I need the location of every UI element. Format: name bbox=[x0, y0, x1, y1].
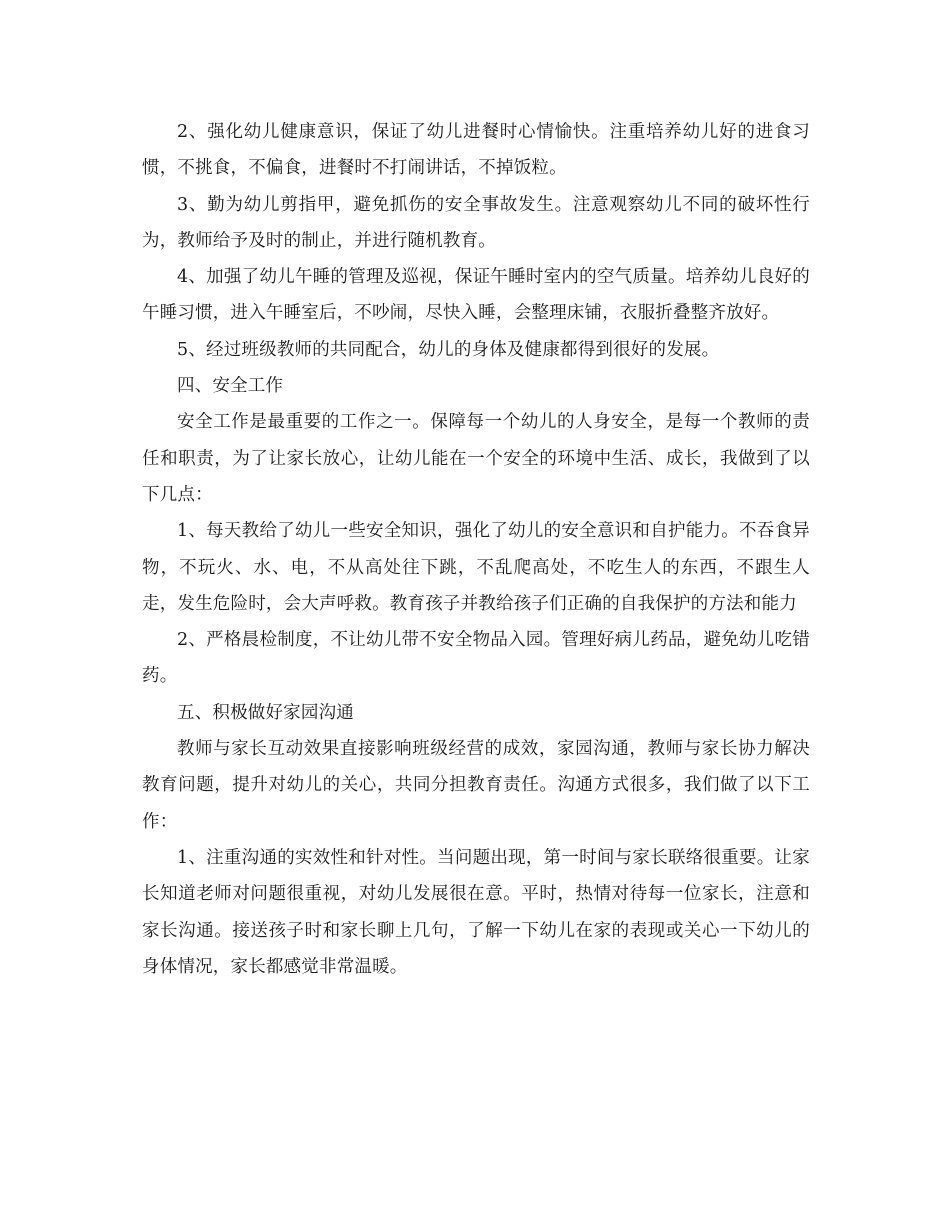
paragraph-nail-trimming: 3、勤为幼儿剪指甲，避免抓伤的安全事故发生。注意观察幼儿不同的破坏性行为，教师给予及时的制止，并进行随机教育。 bbox=[142, 194, 810, 251]
paragraph-communication: 1、注重沟通的实效性和针对性。当问题出现，第一时间与家长联络很重要。让家长知道老师对问题很重视，对幼儿发展很在意。平时，热情对待每一位家长，注意和家长沟通。接送孩子时和家长聊上几句，了解一下幼儿在家的表现或关心一下幼儿的身体情况，家长都感觉非常温暖。 bbox=[142, 847, 810, 977]
paragraph-nap-management: 4、加强了幼儿午睡的管理及巡视，保证午睡时室内的空气质量。培养幼儿良好的午睡习惯，进入午睡室后，不吵闹，尽快入睡，会整理床铺，衣服折叠整齐放好。 bbox=[142, 267, 810, 324]
paragraph-home-school-intro: 教师与家长互动效果直接影响班级经营的成效，家园沟通，教师与家长协力解决教育问题，提升对幼儿的关心，共同分担教育责任。沟通方式很多，我们做了以下工作： bbox=[142, 739, 810, 832]
paragraph-meal-habits: 2、强化幼儿健康意识，保证了幼儿进餐时心情愉快。注重培养幼儿好的进食习惯，不挑食，不偏食，进餐时不打闹讲话，不掉饭粒。 bbox=[142, 122, 810, 179]
paragraph-morning-check: 2、严格晨检制度，不让幼儿带不安全物品入园。管理好病儿药品，避免幼儿吃错药。 bbox=[142, 630, 810, 687]
section-heading-home-school: 五、积极做好家园沟通 bbox=[177, 702, 354, 723]
paragraph-safety-knowledge: 1、每天教给了幼儿一些安全知识，强化了幼儿的安全意识和自护能力。不吞食异物，不玩火、水、电，不从高处往下跳，不乱爬高处，不吃生人的东西，不跟生人走，发生危险时，会大声呼救。教育孩子并教给孩子们正确的自我保护的方法和能力 bbox=[142, 521, 810, 614]
document-body bbox=[142, 114, 810, 985]
paragraph-safety-intro: 安全工作是最重要的工作之一。保障每一个幼儿的人身安全，是每一个教师的责任和职责，为了让家长放心，让幼儿能在一个安全的环境中生活、成长，我做到了以下几点： bbox=[142, 412, 810, 505]
section-heading-safety: 四、安全工作 bbox=[177, 376, 284, 397]
paragraph-health-development: 5、经过班级教师的共同配合，幼儿的身体及健康都得到很好的发展。 bbox=[177, 339, 720, 360]
